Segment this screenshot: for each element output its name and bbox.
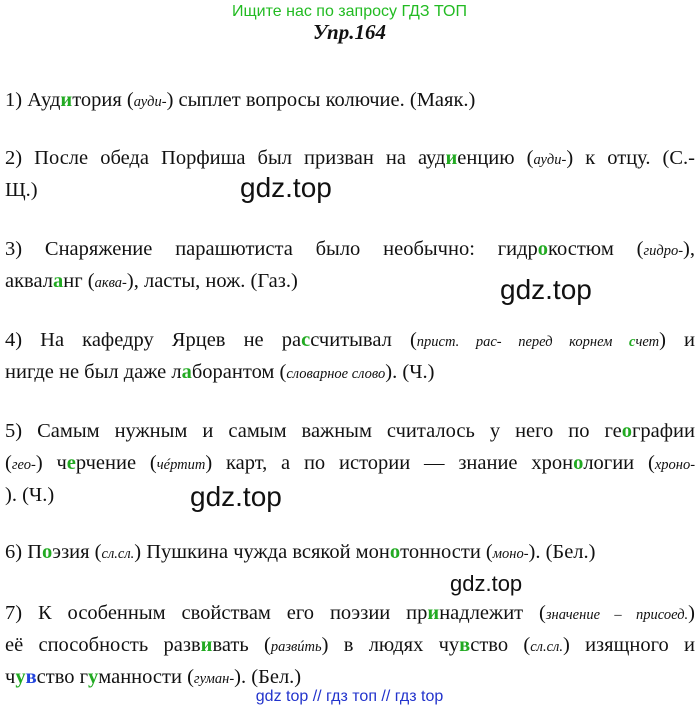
text-run: рчение ( [75, 452, 157, 474]
annotation-text: чéртит [156, 457, 206, 473]
highlighted-letter: у [15, 666, 26, 688]
text-run: ), [683, 238, 695, 260]
text-run: ( [5, 452, 12, 474]
highlighted-letter: у [88, 666, 99, 688]
highlighted-letter: и [200, 634, 213, 656]
text-run: ), ласты, нож. (Газ.) [126, 270, 298, 292]
text-run: эзия ( [52, 541, 102, 563]
text-run: тория ( [72, 89, 134, 111]
text-line [5, 233, 695, 265]
text-run: ). (Бел.) [528, 541, 596, 563]
text-line [5, 479, 695, 511]
footer-watermark: gdz top // гдз топ // гдз top [255, 688, 444, 705]
annotation-text: значение – присоед. [545, 607, 689, 623]
highlighted-letter: а [181, 361, 192, 383]
annotation-text: ауди- [133, 94, 167, 110]
annotation-text: гуман- [193, 671, 235, 687]
text-run: ) Пушкина чужда всякой мон [134, 541, 390, 563]
text-run: ). (Ч.) [5, 484, 55, 506]
text-run: 4) На кафедру Ярцев не ра [5, 329, 302, 351]
highlighted-letter: е [66, 452, 76, 474]
sentence-5 [5, 415, 695, 511]
highlighted-letter: и [427, 602, 440, 624]
text-run: ). (Бел.) [234, 666, 302, 688]
annotation-text: прист. рас- перед корнем [416, 334, 630, 350]
text-run: ). (Ч.) [385, 361, 435, 383]
watermark: gdz.top [240, 172, 332, 203]
exercise-title: Упр.164 [313, 20, 386, 44]
text-line [5, 629, 695, 661]
text-run: логии ( [583, 452, 655, 474]
watermark: gdz.top [190, 481, 282, 512]
text-run: ) карт, а по истории — знание хрон [205, 452, 574, 474]
text-run: ) и [659, 329, 695, 351]
highlighted-letter: а [52, 270, 64, 292]
text-run: 3) Снаряжение парашютиста было необычно: гидр [5, 238, 538, 260]
text-run: ч [5, 666, 16, 688]
highlighted-letter: о [621, 420, 633, 442]
highlighted-letter: и [60, 89, 73, 111]
text-run: нигде не был даже л [5, 361, 182, 383]
annotation-text: гидро- [643, 243, 684, 259]
sentence-7 [5, 597, 695, 693]
annotation-text: аква- [94, 275, 127, 291]
text-run: ) ч [35, 452, 67, 474]
watermark: gdz.top [500, 274, 592, 305]
annotation-text: сл.сл. [530, 639, 563, 655]
annotation-text: с [629, 334, 636, 350]
annotation-text: гео- [11, 457, 36, 473]
sentence-2 [5, 142, 695, 206]
text-run: 5) Самым нужным и самым важным считалось у него по ге [5, 420, 622, 442]
sentence-1 [5, 84, 695, 116]
text-run: енцию ( [457, 147, 534, 169]
text-run: надлежит ( [439, 602, 546, 624]
text-line [5, 324, 695, 356]
text-run: ) изящного и [562, 634, 695, 656]
text-run: ство ( [470, 634, 531, 656]
watermark: gdz.top [450, 571, 523, 596]
text-run: аквал [5, 270, 53, 292]
annotation-text: моно- [492, 546, 529, 562]
text-run: ) к отцу. (С.- [566, 147, 695, 169]
highlighted-letter: о [537, 238, 549, 260]
highlighted-letter: о [573, 452, 584, 474]
text-line [5, 142, 695, 174]
highlighted-letter: о [42, 541, 53, 563]
highlighted-letter: в [25, 666, 37, 688]
text-line [5, 597, 695, 629]
highlighted-letter: и [445, 147, 458, 169]
text-run: графии [632, 420, 695, 442]
text-line [5, 84, 695, 116]
text-run: ) [688, 602, 695, 624]
text-run: костюм ( [548, 238, 644, 260]
text-run: манности ( [98, 666, 194, 688]
text-line [5, 415, 695, 447]
text-run: считывал ( [310, 329, 417, 351]
sentence-6 [5, 536, 695, 568]
text-run: нг ( [63, 270, 95, 292]
text-run: вать ( [212, 634, 271, 656]
annotation-text: ауди- [533, 152, 567, 168]
highlighted-letter: в [459, 634, 471, 656]
highlighted-letter: о [389, 541, 401, 563]
highlighted-letter: с [301, 329, 311, 351]
text-run: тонности ( [400, 541, 493, 563]
search-banner: Ищите нас по запросу ГДЗ ТОП [232, 3, 467, 20]
text-run: ) в людях чу [321, 634, 460, 656]
text-line [5, 447, 695, 479]
annotation-text: словарное слово [286, 366, 386, 382]
annotation-text: хроно- [654, 457, 696, 473]
text-line [5, 174, 695, 206]
text-run: Щ.) [5, 179, 38, 201]
text-run: её способность разв [5, 634, 201, 656]
text-line [5, 536, 695, 568]
text-run: 7) К особенным свойствам его поэзии пр [5, 602, 428, 624]
text-line [5, 356, 695, 388]
text-run: 2) После обеда Порфиша был призван на ауд [5, 147, 446, 169]
text-run: 1) Ауд [5, 89, 61, 111]
text-run: ство г [36, 666, 89, 688]
text-run: борантом ( [191, 361, 287, 383]
text-run: 6) П [5, 541, 43, 563]
annotation-text: чет [635, 334, 660, 350]
annotation-text: развúть [270, 639, 322, 655]
sentence-4 [5, 324, 695, 388]
text-run: ) сыплет вопросы колючие. (Маяк.) [166, 89, 476, 111]
annotation-text: сл.сл. [101, 546, 135, 562]
